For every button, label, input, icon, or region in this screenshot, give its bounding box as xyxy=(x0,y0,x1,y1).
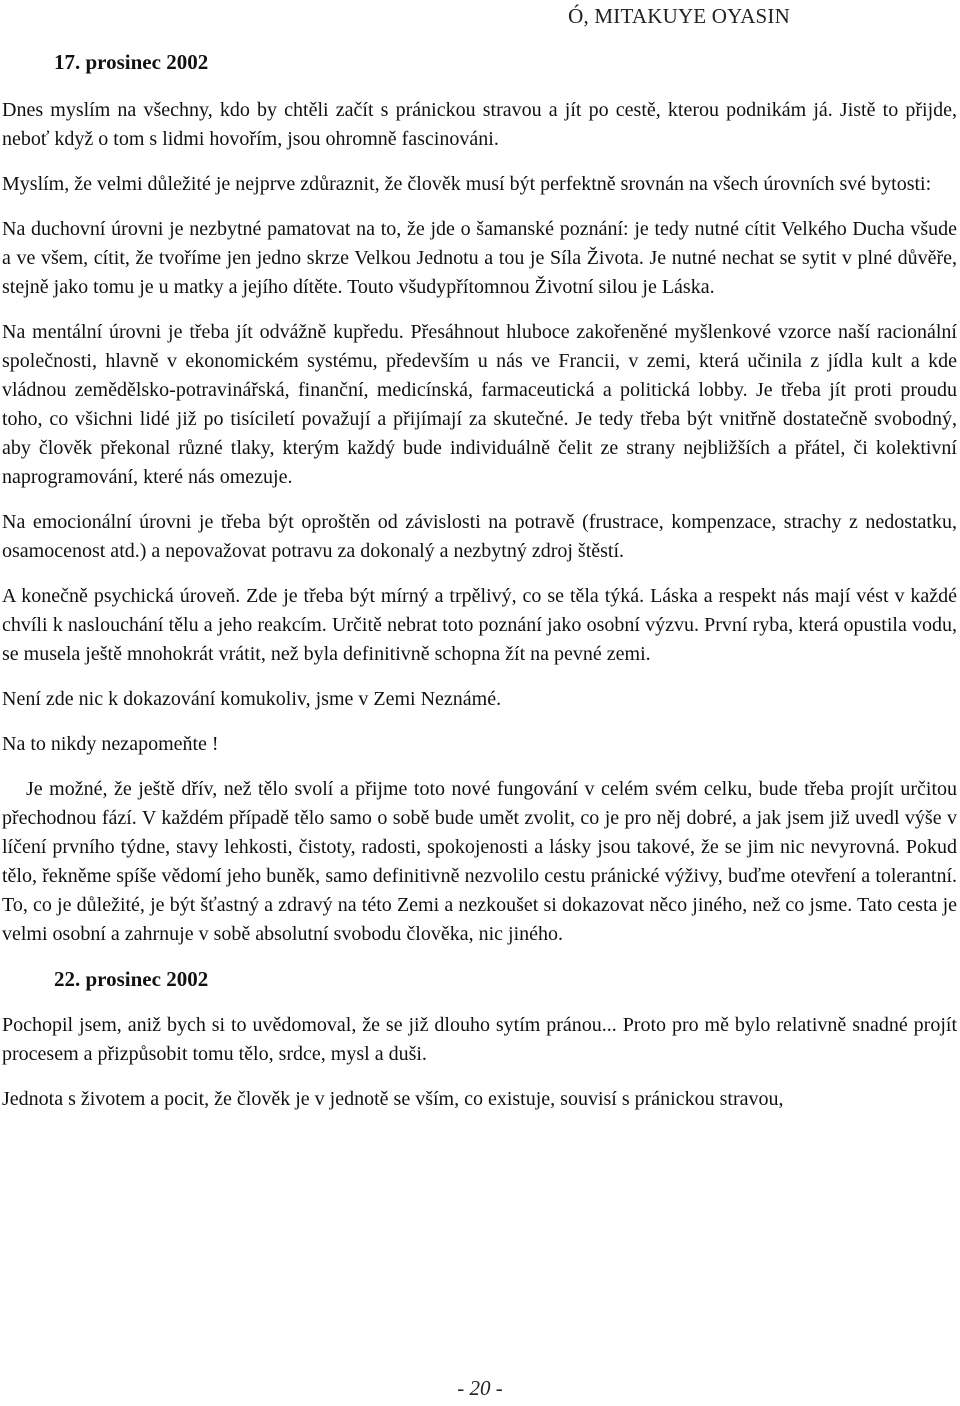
entry-date-heading: 17. prosinec 2002 xyxy=(54,50,209,74)
paragraph: A konečně psychická úroveň. Zde je třeba být mírný a trpělivý, co se těla týká. Láska a respekt nás mají vést v každé chvíli k naslouchání tělu a jeho reakcím. Určitě nebrat toto poznání jako osobní výzvu. První ryba, která opustila vodu, se musela ještě mnohokrát vrátit, než byla definitivně schopna žít na pevné zemi. xyxy=(2,585,957,665)
paragraph: Na duchovní úrovni je nezbytné pamatovat na to, že jde o šamanské poznání: je tedy nutné cítit Velkého Ducha všude a ve všem, cítit, že tvoříme jen jedno skrze Velkou Jednotu a tou je Síla Života. Je nutné nechat se sytit v plné důvěře, stejně jako tomu je u matky a jejího dítěte. Touto všudypřítomnou Životní silou je Láska. xyxy=(2,218,957,298)
paragraph: Není zde nic k dokazování komukoliv, jsme v Zemi Neznámé. xyxy=(2,688,502,710)
paragraph: Myslím, že velmi důležité je nejprve zdůraznit, že člověk musí být perfektně srovnán na všech úrovních své bytosti: xyxy=(2,173,932,195)
paragraph: Na to nikdy nezapomeňte ! xyxy=(2,733,219,755)
page-content xyxy=(2,48,957,1130)
paragraph: Dnes myslím na všechny, kdo by chtěli začít s pránickou stravou a jít po cestě, kterou podnikám já. Jistě to přijde, neboť když o tom s lidmi hovořím, jsou ohromně fascinováni. xyxy=(2,99,957,150)
paragraph: Jednota s životem a pocit, že člověk je v jednotě se vším, co existuje, souvisí s pránickou stravou, xyxy=(2,1088,784,1110)
page-number: - 20 - xyxy=(457,1376,503,1400)
paragraph: Pochopil jsem, aniž bych si to uvědomoval, že se již dlouho sytím pránou... Proto pro mě bylo relativně snadné projít procesem a přizpůsobit tomu tělo, srdce, mysl a duši. xyxy=(2,1014,957,1065)
paragraph: Na emocionální úrovni je třeba být oproštěn od závislosti na potravě (frustrace, kompenzace, strachy z nedostatku, osamocenost atd.) a nepovažovat potravu za dokonalý a nezbytný zdroj štěstí. xyxy=(2,511,957,562)
entry-date-heading: 22. prosinec 2002 xyxy=(54,967,209,991)
running-title: Ó, MITAKUYE OYASIN xyxy=(568,4,790,28)
paragraph: Na mentální úrovni je třeba jít odvážně kupředu. Přesáhnout hluboce zakořeněné myšlenkové vzorce naší racionální společnosti, hlavně v ekonomickém systému, především u nás ve Francii, v zemi, která učinila z jídla kult a kde vládnou zemědělsko-potravinářská, finanční, medicínská, farmaceutická a politická lobby. Je třeba jít proti proudu toho, co všichni lidé již po tisíciletí považují a přijímají za skutečné. Je tedy třeba být vnitřně dostatečně svobodný, aby člověk překonal různé tlaky, kterým každý bude individuálně čelit ze strany nejbližších a přátel, či kolektivní naprogramování, které nás omezuje. xyxy=(2,321,957,488)
paragraph: Je možné, že ještě dřív, než tělo svolí a přijme toto nové fungování v celém svém celku, bude třeba projít určitou přechodnou fází. V každém případě tělo samo o sobě bude umět zvolit, co je pro něj dobré, a jak jsem již uvedl výše v líčení prvního týdne, stavy lehkosti, čistoty, radosti, spokojenosti a lásky jsou takové, že se jim nic nevyrovná. Pokud tělo, řekněme spíše vědomí jeho buněk, samo definitivně nezvolilo cestu pránické výživy, buďme otevření a tolerantní. To, co je důležité, je být šťastný a zdravý na této Zemi a nezkoušet si dokazovat něco jiného, než co jsme. Tato cesta je velmi osobní a zahrnuje v sobě absolutní svobodu člověka, nic jiného. xyxy=(2,778,957,945)
